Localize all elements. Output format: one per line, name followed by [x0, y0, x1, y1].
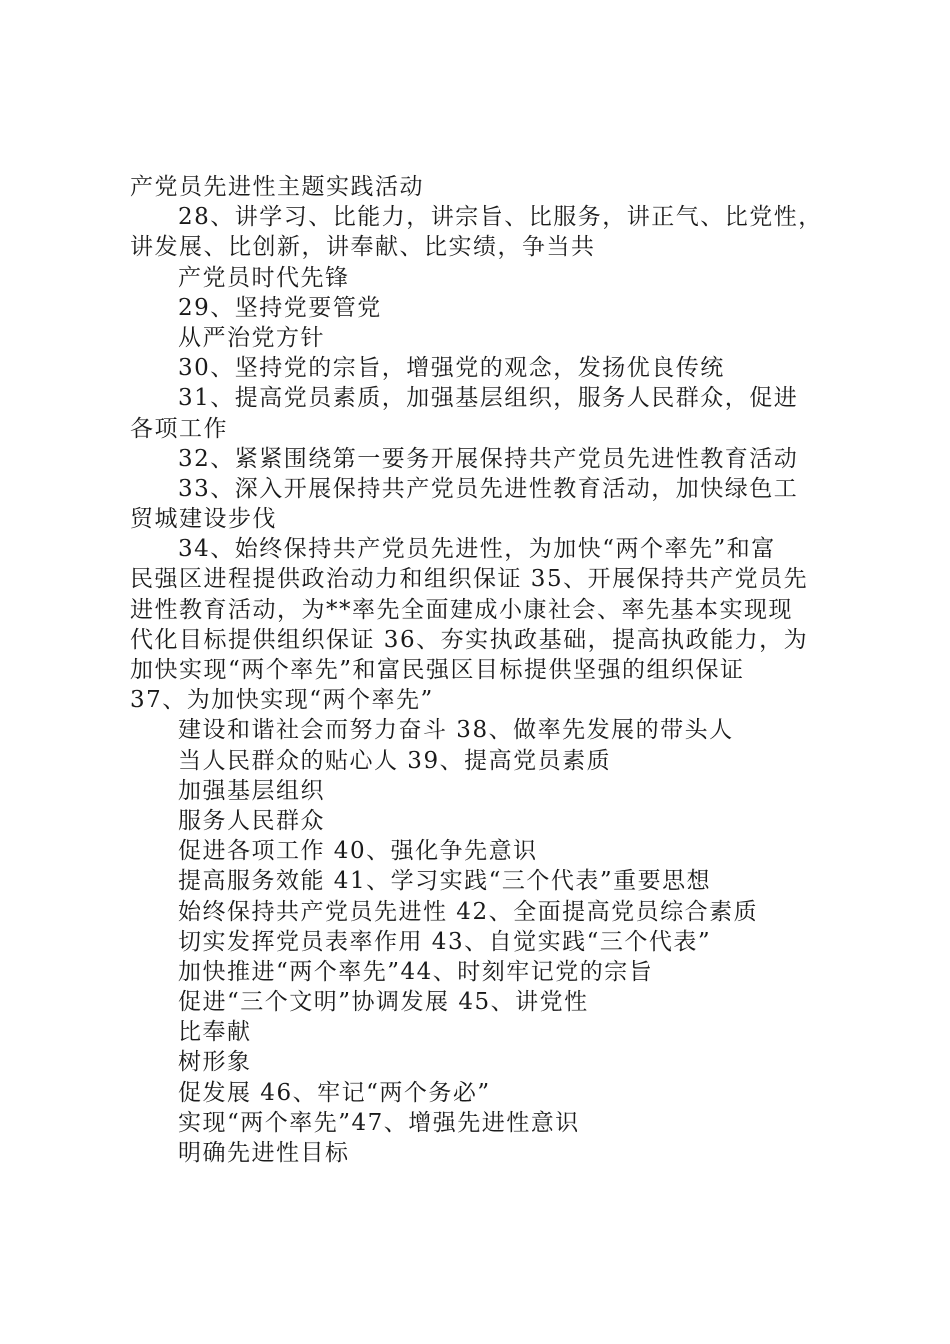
text-line: 28、讲学习、比能力，讲宗旨、比服务，讲正气、比党性， [178, 204, 823, 231]
text-line: 各项工作 [130, 415, 228, 442]
text-line: 加快推进“两个率先”44、时刻牢记党的宗旨 [178, 958, 654, 985]
text-line: 服务人民群众 [178, 807, 325, 834]
text-line: 促进“三个文明”协调发展 45、讲党性 [178, 989, 589, 1016]
text-line: 进性教育活动，为**率先全面建成小康社会、率先基本实现现 [130, 596, 793, 623]
text-line: 树形象 [178, 1049, 252, 1076]
text-line: 当人民群众的贴心人 39、提高党员素质 [178, 747, 612, 774]
text-line: 29、坚持党要管党 [178, 294, 382, 321]
text-line: 产党员先进性主题实践活动 [130, 174, 424, 200]
text-line: 切实发挥党员表率作用 43、自觉实践“三个代表” [178, 928, 712, 955]
text-line: 37、为加快实现“两个率先” [130, 687, 434, 714]
text-line: 建设和谐社会而努力奋斗 38、做率先发展的带头人 [178, 717, 734, 744]
text-line: 比奉献 [178, 1019, 252, 1046]
text-line: 实现“两个率先”47、增强先进性意识 [178, 1109, 580, 1136]
document-body [130, 172, 835, 1168]
text-line: 贸城建设步伐 [130, 506, 277, 533]
text-line: 加强基层组织 [178, 777, 325, 804]
text-line: 民强区进程提供政治动力和组织保证 35、开展保持共产党员先 [130, 566, 809, 593]
text-line: 32、紧紧围绕第一要务开展保持共产党员先进性教育活动 [178, 445, 799, 472]
text-line: 代化目标提供组织保证 36、夯实执政基础，提高执政能力，为 [130, 626, 809, 653]
text-line: 加快实现“两个率先”和富民强区目标提供坚强的组织保证 [130, 657, 745, 683]
text-line: 31、提高党员素质，加强基层组织，服务人民群众，促进 [178, 385, 799, 412]
text-line: 促进各项工作 40、强化争先意识 [178, 838, 538, 865]
text-line: 34、始终保持共产党员先进性，为加快“两个率先”和富 [178, 536, 776, 563]
text-line: 始终保持共产党员先进性 42、全面提高党员综合素质 [178, 898, 759, 925]
text-line: 产党员时代先锋 [178, 264, 350, 291]
text-line: 30、坚持党的宗旨，增强党的观念，发扬优良传统 [178, 355, 725, 382]
text-line: 促发展 46、牢记“两个务必” [178, 1079, 491, 1106]
text-line: 33、深入开展保持共产党员先进性教育活动，加快绿色工 [178, 475, 799, 502]
text-line: 提高服务效能 41、学习实践“三个代表”重要思想 [178, 868, 712, 895]
text-line: 讲发展、比创新，讲奉献、比实绩，争当共 [130, 234, 596, 261]
text-line: 从严治党方针 [178, 324, 325, 351]
text-line: 明确先进性目标 [178, 1140, 350, 1166]
